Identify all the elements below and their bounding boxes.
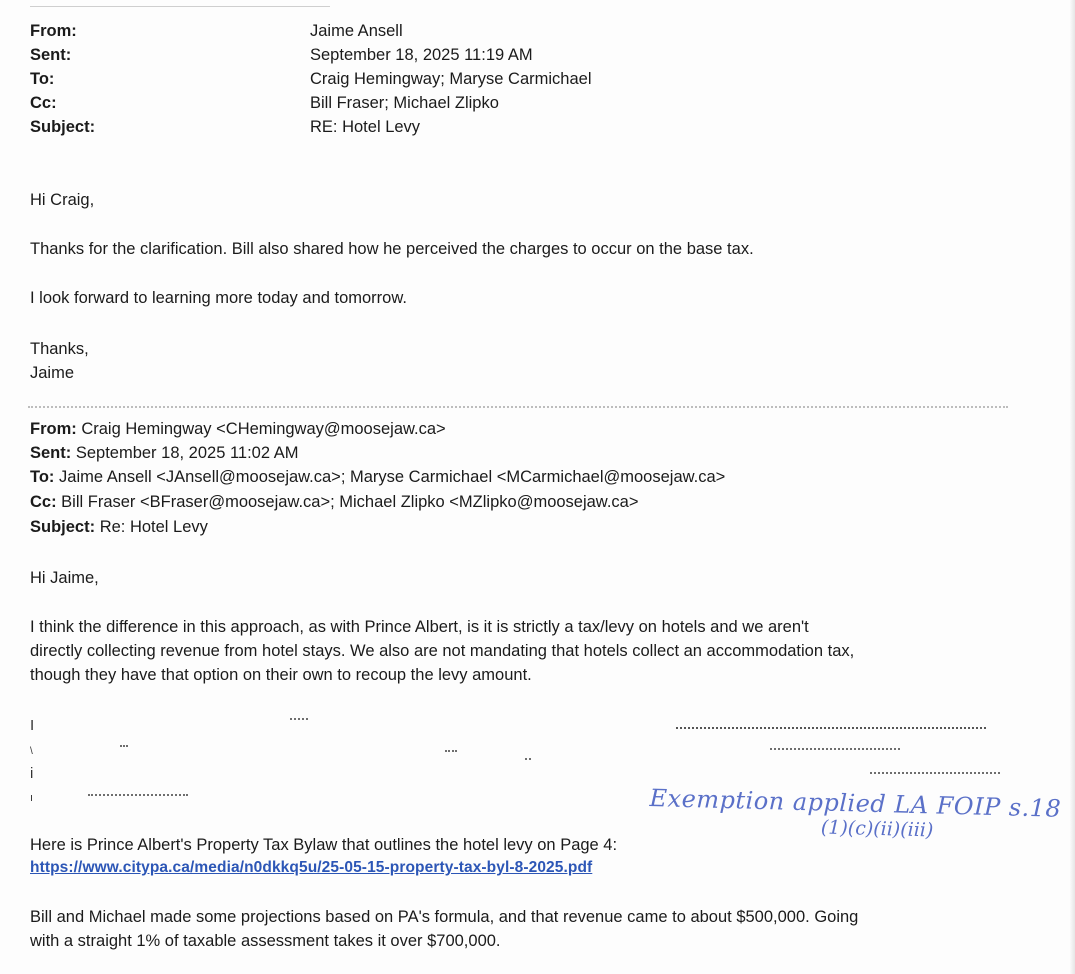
quoted-greeting: Hi Jaime, <box>30 569 99 587</box>
quoted-subject-value: Re: Hotel Levy <box>99 518 208 536</box>
reply-line-2: I look forward to learning more today and tomorrow. <box>30 289 407 307</box>
quoted-sent-value: September 18, 2025 11:02 AM <box>75 444 299 462</box>
quoted-from-label: From: <box>30 420 82 438</box>
reply-sent-value: September 18, 2025 11:19 AM <box>310 46 533 64</box>
quoted-para1-line1: I think the difference in this approach, as with Prince Albert, is it is strictly a tax/levy on hotels and we aren't <box>30 618 809 636</box>
redaction-remnant: \ <box>30 746 33 757</box>
redaction-remnant <box>445 750 457 754</box>
quoted-para3-line1: Bill and Michael made some projections based on PA's formula, and that revenue came to about $500,000. Going <box>30 908 859 926</box>
bylaw-pdf-link[interactable]: https://www.citypa.ca/media/n0dkkq5u/25-05-15-property-tax-byl-8-2025.pdf <box>30 859 593 876</box>
redaction-remnant <box>88 794 188 798</box>
quoted-from-row <box>30 417 446 441</box>
stamp-line-1: Exemption applied LA FOIP s.18 <box>649 784 1062 823</box>
reply-to-value: Craig Hemingway; Maryse Carmichael <box>310 70 592 88</box>
quoted-to-row <box>30 465 725 489</box>
reply-subject-label: Subject: <box>30 118 96 136</box>
redaction-remnant <box>770 748 900 752</box>
redaction-remnant: I <box>30 717 35 734</box>
reply-line-1: Thanks for the clarification. Bill also shared how he perceived the charges to occur on the base tax. <box>30 240 754 258</box>
reply-subject-value: RE: Hotel Levy <box>310 118 421 136</box>
reply-greeting: Hi Craig, <box>30 191 95 209</box>
redaction-remnant: ı <box>30 792 34 804</box>
quoted-subject-label: Subject: <box>30 518 100 536</box>
redaction-remnant: i <box>30 765 34 782</box>
reply-cc-label: Cc: <box>30 94 57 112</box>
quoted-to-label: To: <box>30 468 60 486</box>
quoted-cc-label: Cc: <box>30 493 62 511</box>
redaction-remnant <box>525 758 531 762</box>
redaction-remnant <box>870 772 1000 776</box>
reply-signature: Jaime <box>30 364 75 382</box>
quoted-from-value: Craig Hemingway <CHemingway@moosejaw.ca> <box>81 420 446 438</box>
quoted-cc-value: Bill Fraser <BFraser@moosejaw.ca>; Michael Zlipko <MZlipko@moosejaw.ca> <box>61 493 639 511</box>
redaction-remnant <box>120 745 128 749</box>
reply-signoff: Thanks, <box>30 340 89 358</box>
redaction-remnant <box>290 718 308 722</box>
quoted-to-value: Jaime Ansell <JAnsell@moosejaw.ca>; Maryse Carmichael <MCarmichael@moosejaw.ca> <box>59 468 726 486</box>
reply-from-label: From: <box>30 22 77 40</box>
reply-cc-value: Bill Fraser; Michael Zlipko <box>310 94 499 112</box>
quoted-para1-line2: directly collecting revenue from hotel stays. We also are not mandating that hotels collect an accommodation tax, <box>30 642 855 660</box>
quoted-para1-line3: though they have that option on their own to recoup the levy amount. <box>30 666 532 684</box>
bylaw-intro-line: Here is Prince Albert's Property Tax Bylaw that outlines the hotel levy on Page 4: <box>30 836 618 854</box>
quoted-cc-row <box>30 490 638 514</box>
quoted-para3-line2: with a straight 1% of taxable assessment takes it over $700,000. <box>30 932 501 950</box>
message-divider <box>28 406 1008 410</box>
reply-from-value: Jaime Ansell <box>310 22 403 40</box>
redaction-remnant <box>676 727 986 731</box>
scan-edge-shadow <box>1069 0 1075 974</box>
top-rule <box>30 6 330 7</box>
reply-sent-label: Sent: <box>30 46 72 64</box>
foip-exemption-stamp <box>649 784 1062 843</box>
quoted-subject-row <box>30 515 208 539</box>
quoted-sent-label: Sent: <box>30 444 76 462</box>
reply-to-label: To: <box>30 70 55 88</box>
quoted-sent-row <box>30 441 298 465</box>
stamp-line-2: (1)(c)(ii)(iii) <box>820 816 934 842</box>
